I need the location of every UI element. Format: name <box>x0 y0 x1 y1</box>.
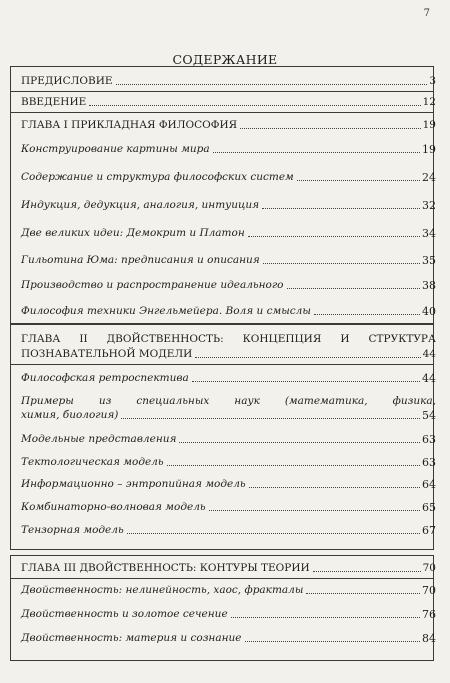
entry-label: Гильотина Юма: предписания и описания <box>21 254 260 266</box>
entry-page: 63 <box>422 456 436 469</box>
entry-label: ПОЗНАВАТЕЛЬНОЙ МОДЕЛИ <box>21 348 193 360</box>
entry-page: 70 <box>422 562 436 574</box>
toc-entry[interactable] <box>21 608 436 621</box>
heading-word: КОНЦЕПЦИЯ <box>242 333 322 345</box>
toc-entry[interactable] <box>21 171 436 184</box>
row-divider <box>11 364 433 365</box>
heading-word: ГЛАВА <box>21 333 61 345</box>
entry-label: Модельные представления <box>21 433 177 445</box>
entry-label: Информационно – энтропийная модель <box>21 478 246 490</box>
dot-leader <box>306 593 420 594</box>
toc-entry[interactable] <box>21 632 436 645</box>
toc-entry[interactable] <box>21 305 436 318</box>
toc-entry-chapter-3[interactable] <box>21 562 436 575</box>
entry-page: 44 <box>422 372 436 385</box>
row-divider <box>11 91 433 92</box>
entry-page: 70 <box>422 584 436 597</box>
toc-entry-chapter-2[interactable] <box>21 348 436 361</box>
entry-page: 76 <box>422 608 436 621</box>
entry-word: (математика, <box>284 395 368 407</box>
entry-page: 63 <box>422 433 436 446</box>
toc-entry[interactable] <box>21 456 436 469</box>
dot-leader <box>287 288 421 289</box>
entry-label: химия, биология) <box>21 409 119 421</box>
toc-entry[interactable] <box>21 584 436 597</box>
toc-entry-chapter-1[interactable] <box>21 119 436 132</box>
toc-entry[interactable] <box>21 524 436 537</box>
toc-entry[interactable] <box>21 409 436 422</box>
dot-leader <box>297 180 420 181</box>
entry-word: специальных <box>136 395 210 407</box>
toc-section-1 <box>10 66 434 324</box>
entry-page: 3 <box>429 75 436 87</box>
entry-page: 32 <box>422 199 436 212</box>
entry-word: наук <box>234 395 260 407</box>
entry-page: 19 <box>422 143 436 156</box>
entry-label: ГЛАВА III ДВОЙСТВЕННОСТЬ: КОНТУРЫ ТЕОРИИ <box>21 562 310 574</box>
dot-leader <box>313 571 421 572</box>
entry-page: 24 <box>422 171 436 184</box>
toc-section-3 <box>10 555 434 661</box>
toc-section-2 <box>10 324 434 550</box>
entry-page: 34 <box>422 227 436 240</box>
dot-leader <box>231 617 420 618</box>
toc-entry-preface[interactable] <box>21 75 436 88</box>
entry-page: 65 <box>422 501 436 514</box>
toc-entry[interactable] <box>21 227 436 240</box>
entry-word: Примеры <box>21 395 74 407</box>
entry-label: Производство и распространение идеального <box>21 279 284 291</box>
dot-leader <box>127 533 420 534</box>
dot-leader <box>249 487 420 488</box>
toc-entry[interactable] <box>21 501 436 514</box>
row-divider <box>11 112 433 113</box>
entry-page: 84 <box>422 632 436 645</box>
entry-page: 54 <box>422 409 436 422</box>
heading-word: И <box>340 333 350 345</box>
dot-leader <box>195 357 420 358</box>
entry-page: 19 <box>422 119 436 131</box>
entry-label: Философская ретроспектива <box>21 372 189 384</box>
heading-word: II <box>79 333 88 345</box>
entry-label: ПРЕДИСЛОВИЕ <box>21 75 113 87</box>
entry-page: 38 <box>422 279 436 292</box>
dot-leader <box>262 208 420 209</box>
entry-label: Комбинаторно-волновая модель <box>21 501 206 513</box>
entry-word: физика, <box>392 395 436 407</box>
entry-label: ГЛАВА I ПРИКЛАДНАЯ ФИЛОСОФИЯ <box>21 119 238 131</box>
toc-title: СОДЕРЖАНИЕ <box>172 52 278 67</box>
dot-leader <box>167 465 420 466</box>
dot-leader <box>245 641 421 642</box>
page-number: 7 <box>423 8 430 19</box>
entry-label: Индукция, дедукция, аналогия, интуиция <box>21 199 260 211</box>
toc-entry-wrap-line-1 <box>21 395 436 408</box>
entry-page: 35 <box>422 254 436 267</box>
toc-entry[interactable] <box>21 478 436 491</box>
toc-entry-introduction[interactable] <box>21 96 436 109</box>
entry-page: 67 <box>422 524 436 537</box>
toc-entry[interactable] <box>21 372 436 385</box>
dot-leader <box>240 128 421 129</box>
entry-label: Двойственность: нелинейность, хаос, фракталы <box>21 584 304 596</box>
dot-leader <box>213 152 420 153</box>
entry-page: 64 <box>422 478 436 491</box>
entry-label: Двойственность: материя и сознание <box>21 632 242 644</box>
toc-entry[interactable] <box>21 143 436 156</box>
entry-page: 44 <box>422 348 436 360</box>
toc-entry[interactable] <box>21 279 436 292</box>
dot-leader <box>314 314 420 315</box>
entry-page: 40 <box>422 305 436 318</box>
heading-word: ДВОЙСТВЕННОСТЬ: <box>106 333 224 345</box>
toc-entry[interactable] <box>21 254 436 267</box>
dot-leader <box>116 84 428 85</box>
entry-label: ВВЕДЕНИЕ <box>21 96 87 108</box>
dot-leader <box>121 418 420 419</box>
dot-leader <box>89 105 420 106</box>
dot-leader <box>192 381 420 382</box>
toc-entry[interactable] <box>21 433 436 446</box>
entry-label: Тектологическая модель <box>21 456 164 468</box>
heading-word: СТРУКТУРА <box>368 333 436 345</box>
entry-label: Две великих идеи: Демокрит и Платон <box>21 227 245 239</box>
chapter-2-heading-line-1 <box>21 333 436 346</box>
row-divider <box>11 578 433 579</box>
entry-label: Двойственность и золотое сечение <box>21 608 228 620</box>
entry-label: Содержание и структура философских систем <box>21 171 294 183</box>
dot-leader <box>209 510 420 511</box>
entry-label: Тензорная модель <box>21 524 124 536</box>
dot-leader <box>179 442 420 443</box>
entry-label: Философия техники Энгельмейера. Воля и смыслы <box>21 305 311 317</box>
dot-leader <box>248 236 420 237</box>
entry-label: Конструирование картины мира <box>21 143 210 155</box>
dot-leader <box>263 263 420 264</box>
toc-entry[interactable] <box>21 199 436 212</box>
entry-page: 12 <box>422 96 436 108</box>
entry-word: из <box>98 395 112 407</box>
